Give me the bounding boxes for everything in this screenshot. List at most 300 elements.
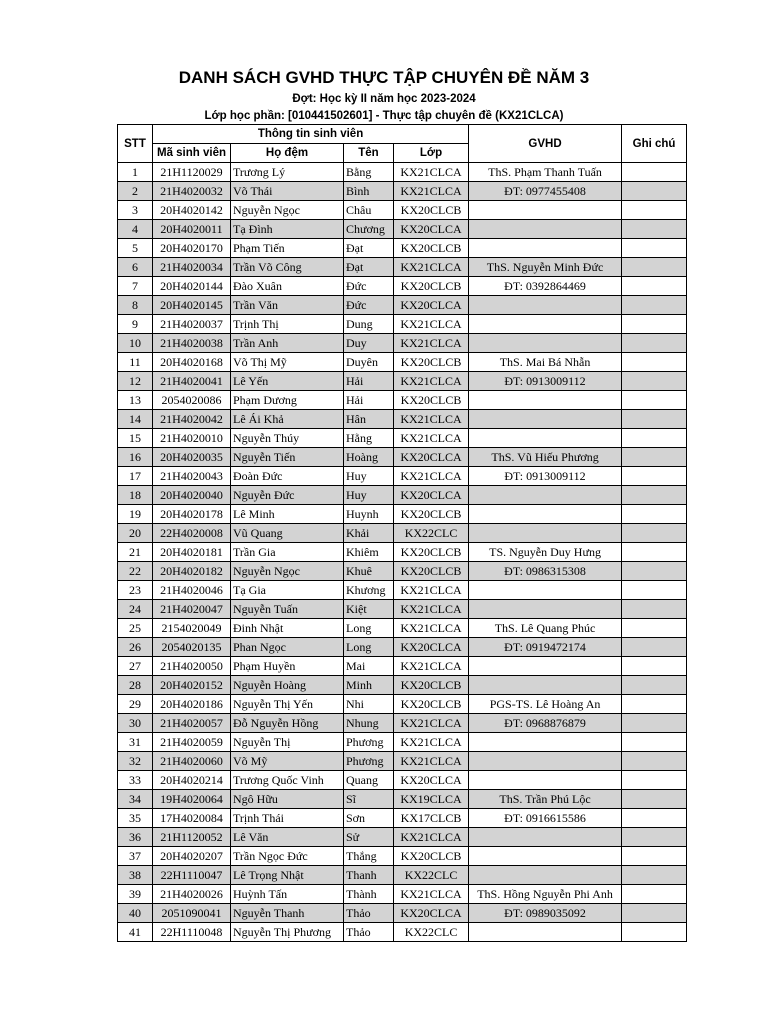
cell-class: KX20CLCB (394, 847, 469, 866)
table-row (118, 847, 687, 866)
cell-student-id: 21H4020059 (153, 733, 231, 752)
cell-student-id: 20H4020035 (153, 448, 231, 467)
cell-note (622, 391, 687, 410)
course-line: Lớp học phần: [010441502601] - Thực tập chuyên đề (KX21CLCA) (204, 110, 564, 122)
cell-class: KX20CLCA (394, 220, 469, 239)
header-student-id: Mã sinh viên (153, 144, 231, 163)
cell-student-id: 22H4020008 (153, 524, 231, 543)
cell-note (622, 790, 687, 809)
cell-class: KX17CLCB (394, 809, 469, 828)
cell-last-middle-name: Trần Văn (231, 296, 344, 315)
cell-class: KX20CLCA (394, 448, 469, 467)
table-row (118, 277, 687, 296)
cell-last-middle-name: Trần Anh (231, 334, 344, 353)
cell-class: KX20CLCB (394, 505, 469, 524)
cell-note (622, 600, 687, 619)
cell-advisor (469, 239, 622, 258)
cell-note (622, 695, 687, 714)
cell-last-middle-name: Lê Văn (231, 828, 344, 847)
cell-first-name: Quang (344, 771, 394, 790)
cell-last-middle-name: Nguyễn Tiến (231, 448, 344, 467)
table-row (118, 885, 687, 904)
cell-note (622, 562, 687, 581)
cell-last-middle-name: Nguyễn Thúy (231, 429, 344, 448)
cell-student-id: 20H4020142 (153, 201, 231, 220)
cell-student-id: 22H1110047 (153, 866, 231, 885)
table-row (118, 315, 687, 334)
cell-advisor: ĐT: 0916615586 (469, 809, 622, 828)
cell-last-middle-name: Đoàn Đức (231, 467, 344, 486)
cell-first-name: Khuê (344, 562, 394, 581)
cell-class: KX21CLCA (394, 885, 469, 904)
table-row (118, 543, 687, 562)
cell-advisor (469, 334, 622, 353)
cell-note (622, 239, 687, 258)
cell-last-middle-name: Trịnh Thị (231, 315, 344, 334)
cell-note (622, 847, 687, 866)
cell-note (622, 448, 687, 467)
cell-note (622, 866, 687, 885)
cell-last-middle-name: Nguyễn Ngọc (231, 201, 344, 220)
cell-last-middle-name: Phạm Tiến (231, 239, 344, 258)
table-row (118, 258, 687, 277)
cell-first-name: Bằng (344, 163, 394, 182)
cell-student-id: 21H4020026 (153, 885, 231, 904)
cell-last-middle-name: Nguyễn Thị (231, 733, 344, 752)
cell-first-name: Duy (344, 334, 394, 353)
cell-first-name: Hân (344, 410, 394, 429)
table-row (118, 695, 687, 714)
cell-class: KX20CLCB (394, 201, 469, 220)
cell-last-middle-name: Nguyễn Hoàng (231, 676, 344, 695)
cell-class: KX20CLCB (394, 277, 469, 296)
table-row (118, 638, 687, 657)
cell-student-id: 20H4020152 (153, 676, 231, 695)
cell-last-middle-name: Trần Võ Công (231, 258, 344, 277)
table-row (118, 562, 687, 581)
cell-advisor (469, 201, 622, 220)
cell-note (622, 543, 687, 562)
cell-last-middle-name: Trịnh Thái (231, 809, 344, 828)
cell-stt: 10 (118, 334, 153, 353)
cell-first-name: Đức (344, 296, 394, 315)
cell-first-name: Hoàng (344, 448, 394, 467)
cell-stt: 21 (118, 543, 153, 562)
cell-class: KX20CLCA (394, 771, 469, 790)
cell-stt: 4 (118, 220, 153, 239)
cell-class: KX21CLCA (394, 657, 469, 676)
cell-note (622, 220, 687, 239)
cell-stt: 26 (118, 638, 153, 657)
cell-last-middle-name: Lê Minh (231, 505, 344, 524)
cell-advisor: ĐT: 0913009112 (469, 467, 622, 486)
cell-first-name: Thảo (344, 904, 394, 923)
cell-class: KX22CLC (394, 866, 469, 885)
cell-stt: 33 (118, 771, 153, 790)
cell-first-name: Hải (344, 391, 394, 410)
cell-class: KX21CLCA (394, 619, 469, 638)
cell-last-middle-name: Đỗ Nguyễn Hồng (231, 714, 344, 733)
cell-note (622, 581, 687, 600)
table-body (118, 163, 687, 942)
cell-note (622, 277, 687, 296)
cell-advisor (469, 581, 622, 600)
cell-last-middle-name: Tạ Gia (231, 581, 344, 600)
cell-advisor (469, 429, 622, 448)
cell-stt: 1 (118, 163, 153, 182)
cell-stt: 25 (118, 619, 153, 638)
cell-note (622, 885, 687, 904)
table-row (118, 296, 687, 315)
cell-first-name: Sơn (344, 809, 394, 828)
cell-stt: 35 (118, 809, 153, 828)
cell-stt: 36 (118, 828, 153, 847)
cell-note (622, 809, 687, 828)
cell-student-id: 20H4020145 (153, 296, 231, 315)
cell-class: KX20CLCB (394, 676, 469, 695)
cell-advisor: TS. Nguyễn Duy Hưng (469, 543, 622, 562)
cell-stt: 17 (118, 467, 153, 486)
cell-last-middle-name: Phạm Dương (231, 391, 344, 410)
cell-student-id: 2054020135 (153, 638, 231, 657)
table-row (118, 239, 687, 258)
cell-class: KX20CLCA (394, 638, 469, 657)
cell-advisor: ThS. Mai Bá Nhẫn (469, 353, 622, 372)
cell-stt: 6 (118, 258, 153, 277)
cell-class: KX20CLCA (394, 296, 469, 315)
cell-first-name: Nhung (344, 714, 394, 733)
cell-advisor: ĐT: 0913009112 (469, 372, 622, 391)
cell-last-middle-name: Vũ Quang (231, 524, 344, 543)
cell-student-id: 21H4020047 (153, 600, 231, 619)
table-row (118, 391, 687, 410)
cell-student-id: 21H4020050 (153, 657, 231, 676)
cell-stt: 34 (118, 790, 153, 809)
cell-last-middle-name: Nguyễn Thị Phương (231, 923, 344, 942)
table-row (118, 163, 687, 182)
cell-advisor (469, 752, 622, 771)
cell-last-middle-name: Lê Ái Khả (231, 410, 344, 429)
cell-first-name: Nhi (344, 695, 394, 714)
cell-stt: 41 (118, 923, 153, 942)
cell-first-name: Chương (344, 220, 394, 239)
header-stt: STT (118, 125, 153, 163)
cell-note (622, 296, 687, 315)
table-row (118, 410, 687, 429)
cell-student-id: 20H4020207 (153, 847, 231, 866)
cell-student-id: 19H4020064 (153, 790, 231, 809)
cell-first-name: Đạt (344, 258, 394, 277)
cell-note (622, 676, 687, 695)
table-row (118, 467, 687, 486)
cell-last-middle-name: Nguyễn Thanh (231, 904, 344, 923)
cell-student-id: 20H4020011 (153, 220, 231, 239)
cell-note (622, 505, 687, 524)
cell-first-name: Long (344, 638, 394, 657)
cell-note (622, 201, 687, 220)
cell-first-name: Minh (344, 676, 394, 695)
cell-first-name: Thắng (344, 847, 394, 866)
cell-stt: 39 (118, 885, 153, 904)
cell-class: KX22CLC (394, 524, 469, 543)
cell-advisor: ThS. Vũ Hiếu Phương (469, 448, 622, 467)
cell-first-name: Sĩ (344, 790, 394, 809)
cell-advisor (469, 391, 622, 410)
cell-student-id: 21H1120052 (153, 828, 231, 847)
cell-class: KX21CLCA (394, 334, 469, 353)
cell-first-name: Huynh (344, 505, 394, 524)
cell-first-name: Đức (344, 277, 394, 296)
cell-advisor: ĐT: 0989035092 (469, 904, 622, 923)
cell-note (622, 733, 687, 752)
cell-first-name: Dung (344, 315, 394, 334)
cell-student-id: 21H4020057 (153, 714, 231, 733)
table-row (118, 752, 687, 771)
cell-stt: 18 (118, 486, 153, 505)
table-header (118, 125, 687, 163)
cell-student-id: 20H4020170 (153, 239, 231, 258)
cell-class: KX20CLCB (394, 239, 469, 258)
cell-last-middle-name: Trương Lý (231, 163, 344, 182)
cell-first-name: Thảo (344, 923, 394, 942)
cell-note (622, 524, 687, 543)
cell-stt: 7 (118, 277, 153, 296)
cell-note (622, 638, 687, 657)
cell-stt: 31 (118, 733, 153, 752)
table-row (118, 714, 687, 733)
header-student-info: Thông tin sinh viên (153, 125, 469, 144)
cell-student-id: 20H4020182 (153, 562, 231, 581)
cell-note (622, 923, 687, 942)
cell-note (622, 752, 687, 771)
cell-first-name: Khải (344, 524, 394, 543)
cell-stt: 40 (118, 904, 153, 923)
cell-stt: 38 (118, 866, 153, 885)
cell-advisor: ĐT: 0968876879 (469, 714, 622, 733)
cell-class: KX20CLCB (394, 543, 469, 562)
cell-note (622, 315, 687, 334)
cell-first-name: Kiệt (344, 600, 394, 619)
header-note: Ghi chú (622, 125, 687, 163)
cell-stt: 27 (118, 657, 153, 676)
cell-advisor (469, 296, 622, 315)
cell-advisor: ĐT: 0392864469 (469, 277, 622, 296)
table-row (118, 505, 687, 524)
cell-first-name: Hải (344, 372, 394, 391)
table-row (118, 809, 687, 828)
cell-advisor (469, 505, 622, 524)
cell-first-name: Hằng (344, 429, 394, 448)
cell-student-id: 21H4020034 (153, 258, 231, 277)
cell-class: KX20CLCB (394, 695, 469, 714)
cell-last-middle-name: Võ Mỹ (231, 752, 344, 771)
cell-advisor (469, 657, 622, 676)
table-row (118, 524, 687, 543)
cell-note (622, 771, 687, 790)
cell-stt: 30 (118, 714, 153, 733)
cell-last-middle-name: Nguyễn Thị Yến (231, 695, 344, 714)
table-row (118, 771, 687, 790)
cell-class: KX21CLCA (394, 714, 469, 733)
cell-class: KX21CLCA (394, 429, 469, 448)
cell-last-middle-name: Võ Thị Mỹ (231, 353, 344, 372)
cell-class: KX21CLCA (394, 258, 469, 277)
cell-class: KX21CLCA (394, 372, 469, 391)
cell-last-middle-name: Tạ Đình (231, 220, 344, 239)
cell-student-id: 21H4020042 (153, 410, 231, 429)
cell-advisor (469, 524, 622, 543)
cell-stt: 22 (118, 562, 153, 581)
cell-last-middle-name: Nguyễn Ngọc (231, 562, 344, 581)
cell-student-id: 17H4020084 (153, 809, 231, 828)
cell-advisor (469, 315, 622, 334)
cell-last-middle-name: Lê Yến (231, 372, 344, 391)
period-line: Đợt: Học kỳ II năm học 2023-2024 (292, 93, 476, 105)
cell-student-id: 20H4020040 (153, 486, 231, 505)
cell-student-id: 20H4020144 (153, 277, 231, 296)
table-row (118, 220, 687, 239)
cell-stt: 3 (118, 201, 153, 220)
cell-advisor: ThS. Phạm Thanh Tuấn (469, 163, 622, 182)
table-row (118, 448, 687, 467)
cell-last-middle-name: Nguyễn Đức (231, 486, 344, 505)
cell-advisor (469, 847, 622, 866)
cell-advisor: ĐT: 0977455408 (469, 182, 622, 201)
cell-stt: 11 (118, 353, 153, 372)
cell-student-id: 21H4020046 (153, 581, 231, 600)
table-row (118, 657, 687, 676)
table-row (118, 790, 687, 809)
table-row (118, 923, 687, 942)
cell-first-name: Đạt (344, 239, 394, 258)
cell-note (622, 619, 687, 638)
cell-first-name: Khương (344, 581, 394, 600)
cell-student-id: 2051090041 (153, 904, 231, 923)
cell-stt: 37 (118, 847, 153, 866)
cell-advisor (469, 676, 622, 695)
header-advisor: GVHD (469, 125, 622, 163)
cell-class: KX21CLCA (394, 315, 469, 334)
cell-first-name: Huy (344, 486, 394, 505)
cell-stt: 9 (118, 315, 153, 334)
cell-student-id: 20H4020178 (153, 505, 231, 524)
cell-stt: 8 (118, 296, 153, 315)
cell-first-name: Thành (344, 885, 394, 904)
cell-note (622, 372, 687, 391)
cell-note (622, 353, 687, 372)
cell-note (622, 714, 687, 733)
table-row (118, 828, 687, 847)
cell-first-name: Phương (344, 733, 394, 752)
cell-stt: 20 (118, 524, 153, 543)
cell-note (622, 429, 687, 448)
cell-first-name: Bình (344, 182, 394, 201)
cell-first-name: Thanh (344, 866, 394, 885)
cell-class: KX21CLCA (394, 467, 469, 486)
cell-class: KX20CLCA (394, 904, 469, 923)
cell-class: KX21CLCA (394, 410, 469, 429)
cell-stt: 19 (118, 505, 153, 524)
cell-last-middle-name: Trần Gia (231, 543, 344, 562)
cell-student-id: 21H4020037 (153, 315, 231, 334)
cell-first-name: Huy (344, 467, 394, 486)
cell-last-middle-name: Phan Ngọc (231, 638, 344, 657)
cell-class: KX20CLCB (394, 562, 469, 581)
cell-last-middle-name: Nguyễn Tuấn (231, 600, 344, 619)
cell-note (622, 334, 687, 353)
cell-note (622, 904, 687, 923)
cell-last-middle-name: Trương Quốc Vinh (231, 771, 344, 790)
cell-first-name: Khiêm (344, 543, 394, 562)
cell-note (622, 828, 687, 847)
cell-class: KX22CLC (394, 923, 469, 942)
cell-stt: 16 (118, 448, 153, 467)
document-title: DANH SÁCH GVHD THỰC TẬP CHUYÊN ĐỀ NĂM 3 (178, 68, 590, 87)
table-row (118, 619, 687, 638)
cell-class: KX21CLCA (394, 752, 469, 771)
cell-student-id: 20H4020214 (153, 771, 231, 790)
cell-class: KX21CLCA (394, 182, 469, 201)
cell-student-id: 21H4020041 (153, 372, 231, 391)
cell-last-middle-name: Lê Trọng Nhật (231, 866, 344, 885)
header-class: Lớp (394, 144, 469, 163)
cell-class: KX21CLCA (394, 600, 469, 619)
cell-stt: 23 (118, 581, 153, 600)
cell-advisor (469, 410, 622, 429)
cell-student-id: 21H4020060 (153, 752, 231, 771)
cell-stt: 24 (118, 600, 153, 619)
cell-advisor: ThS. Lê Quang Phúc (469, 619, 622, 638)
cell-student-id: 21H4020038 (153, 334, 231, 353)
cell-advisor: ThS. Hồng Nguyễn Phi Anh (469, 885, 622, 904)
header-last-middle-name: Họ đệm (231, 144, 344, 163)
cell-advisor: ThS. Nguyễn Minh Đức (469, 258, 622, 277)
table-row (118, 353, 687, 372)
table-row (118, 600, 687, 619)
cell-student-id: 20H4020168 (153, 353, 231, 372)
cell-note (622, 163, 687, 182)
cell-student-id: 20H4020186 (153, 695, 231, 714)
cell-advisor (469, 600, 622, 619)
cell-note (622, 410, 687, 429)
cell-last-middle-name: Đào Xuân (231, 277, 344, 296)
table-row (118, 429, 687, 448)
cell-note (622, 182, 687, 201)
cell-last-middle-name: Đinh Nhật (231, 619, 344, 638)
cell-advisor (469, 733, 622, 752)
table-row (118, 733, 687, 752)
cell-advisor (469, 771, 622, 790)
header-first-name: Tên (344, 144, 394, 163)
cell-class: KX21CLCA (394, 828, 469, 847)
cell-advisor (469, 486, 622, 505)
table-row (118, 334, 687, 353)
cell-stt: 2 (118, 182, 153, 201)
cell-advisor: ThS. Trần Phú Lộc (469, 790, 622, 809)
table-row (118, 182, 687, 201)
cell-note (622, 486, 687, 505)
cell-stt: 29 (118, 695, 153, 714)
cell-advisor (469, 220, 622, 239)
table-row (118, 372, 687, 391)
cell-student-id: 21H4020043 (153, 467, 231, 486)
cell-student-id: 21H4020032 (153, 182, 231, 201)
cell-student-id: 22H1110048 (153, 923, 231, 942)
cell-first-name: Long (344, 619, 394, 638)
cell-student-id: 21H1120029 (153, 163, 231, 182)
cell-advisor (469, 828, 622, 847)
cell-note (622, 258, 687, 277)
